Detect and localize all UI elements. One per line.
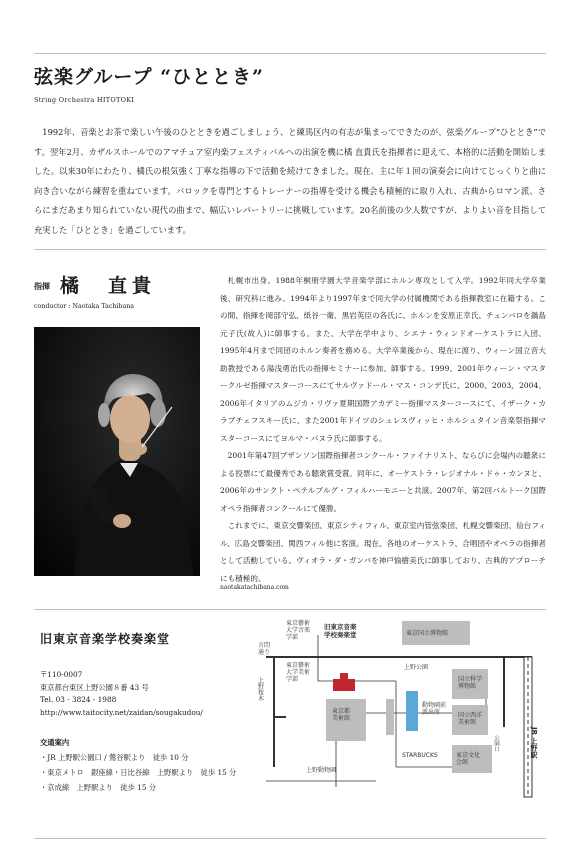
- venue-url[interactable]: http://www.taitocity.net/zaidan/sougakudou/: [40, 707, 203, 717]
- bottom-rule: [34, 838, 546, 839]
- kiosk-building: [386, 699, 394, 735]
- bio-paragraph: これまでに、東京交響楽団、東京シティフィル、東京室内管弦楽団、札幌交響楽団、仙台フィル、広島交響楽団、関西フィル他に客演。現在、各地のオーケストラ、合唱団やオペラの指揮者として活動している。ヴィオラ・ダ・ガンバを神戸愉樹美氏に師事しており、古典的アプローチにも積極的。: [220, 521, 546, 583]
- venue-postal: 〒110-0007: [40, 670, 83, 679]
- map-label-western-art: 国立西洋美術館: [458, 712, 483, 726]
- section-rule: [34, 249, 546, 250]
- venue-street: 東京都台東区上野公園８番 43 号: [40, 682, 149, 692]
- section-rule: [34, 609, 546, 610]
- sougakudou-marker: [333, 679, 355, 691]
- map-label-zoo-kiosk: 動物園前派出所: [422, 702, 447, 716]
- bio-paragraph: 2001年第47回ブザンソン国際指揮者コンクール・ファイナリスト、ならびに会場内の聴衆による投票にて最優秀である聴衆賞受賞。同年に、オーケストラ・レジオナル・ドゥ・カンヌと、2006年のサンクト・ペテルブルグ・フィルハーモニーと共演。2007年、第2回バルトーク国際オペラ指揮者コンクールにて優勝。: [220, 451, 546, 513]
- map-label-starbucks: STARBUCKS: [402, 752, 438, 759]
- top-rule: [34, 53, 546, 54]
- map-label-park-exit: 公園口: [493, 735, 499, 752]
- bio-paragraph: 札幌市出身。1988年桐朋学園大学音楽学部にホルン専攻として入学。1992年同大学卒業後、研究科に進み、1994年より1997年まで同大学の付属機関である指揮教室に在籍する。この間、指揮を岡部守弘、紙谷一衛、黒岩英臣の各氏に、ホルンを安原正幸氏、チェンバロを鍋島元子氏(故人)に師事する。また、大学在学中より、シエナ・ウィンドオーケストラに入団、1995年4月まで同団のホルン奏者を務める。大学卒業後から、現在に渡り、ウィーン国立音大助教授である湯浅勇治氏の指揮セミナーに参加、師事する。1999、2001年ウィーン・マスタークルゼ指揮マスターコースにてサルヴァドール・マス・コンデ氏に、2000、2003、2004、2006年イタリアのムジカ・リヴァ夏期国際アカデミー指揮マスターコースにて、イザーク・カラブチェフスキー氏に、また2001年ドイツのシュレスヴィッヒ・ホルシュタイン音楽祭指揮マスターコースにてヨルマ・パヌラ氏に師事する。: [220, 276, 546, 443]
- venue-name: 旧東京音楽学校奏楽堂: [40, 632, 171, 646]
- group-intro: 1992年、音楽とお茶で楽しい午後のひとときを過ごしましょう、と練馬区内の有志が集まってできたのが、弦楽グループ“ひととき”です。翌年2月、カザルスホールでのアマチュア室内楽フェスティバルへの出演を機に橘 直貴氏を指揮者に迎えて、本格的に活動を開始しました。以来30年にわたり、橘氏の根気強く丁寧な指導の下で活動を続けてきました。現在、主に年１回の演奏会に向けてじっくりと曲に向き合いながら練習を重ねています。バロックを専門とするトレーナーの指導を受ける機会も積極的に取り入れ、古典からロマン派、さらにまだあまり知られていない現代の曲まで、幅広いレパートリーに挑戦しています。20名前後の少人数ですが、よりよい音を目指して充実した「ひととき」を過ごしています。: [34, 127, 546, 235]
- access-item: ・京成線 上野駅より 徒歩 15 分: [40, 783, 157, 792]
- map-label-ueno-zoo: 上野動物園: [306, 767, 337, 774]
- map-label-uenosakuragi: 上野桜木: [256, 677, 264, 701]
- conductor-website[interactable]: naotakatachibana.com: [220, 584, 289, 591]
- access-title: 交通案内: [40, 738, 70, 747]
- conductor-role: 指揮: [34, 281, 50, 291]
- map-label-science-museum: 国立科学博物館: [458, 676, 483, 690]
- conductor-photo: [34, 327, 200, 576]
- map-label-bunka-kaikan: 東京文化会館: [456, 752, 481, 766]
- map-label-geidai-art: 東京藝術大学美術学部: [286, 662, 311, 683]
- sougakudou-marker-top: [340, 673, 348, 679]
- access-item: ・JR 上野駅公園口 / 鶯谷駅より 徒歩 10 分: [40, 753, 189, 762]
- venue-tel: Tel. 03 - 3824 - 1988: [40, 695, 117, 704]
- map-label-geidai-music: 東京藝術大学音楽学部: [286, 620, 311, 641]
- fountain: [406, 691, 418, 731]
- group-subtitle: String Orchestra HITOTOKI: [34, 96, 135, 104]
- conductor-portrait: [34, 327, 200, 576]
- map-buildings: [326, 621, 492, 773]
- conductor-bio: [220, 272, 546, 587]
- map-label-tokyo-metro-art: 東京都美術館: [332, 708, 351, 722]
- access-item: ・東京メトロ 銀座線・日比谷線 上野駅より 徒歩 15 分: [40, 768, 237, 777]
- venue-map: [256, 617, 546, 799]
- conductor-name-en: conductor : Naotaka Tachibana: [34, 303, 135, 310]
- map-label-national-museum: 東京国立博物館: [406, 630, 449, 637]
- map-label-jr-ueno: JR 上野駅: [530, 727, 538, 759]
- map-label-kototoi: 言問通り: [258, 642, 271, 656]
- conductor-name: 橘 直貴: [60, 275, 157, 297]
- access-info: [40, 735, 236, 795]
- group-title: 弦楽グループ “ひととき”: [34, 66, 264, 88]
- map-label-ueno-park: 上野公園: [404, 664, 429, 671]
- venue-address: [40, 669, 203, 719]
- map-label-sougakudou: 旧東京音楽学校奏楽堂: [324, 623, 357, 639]
